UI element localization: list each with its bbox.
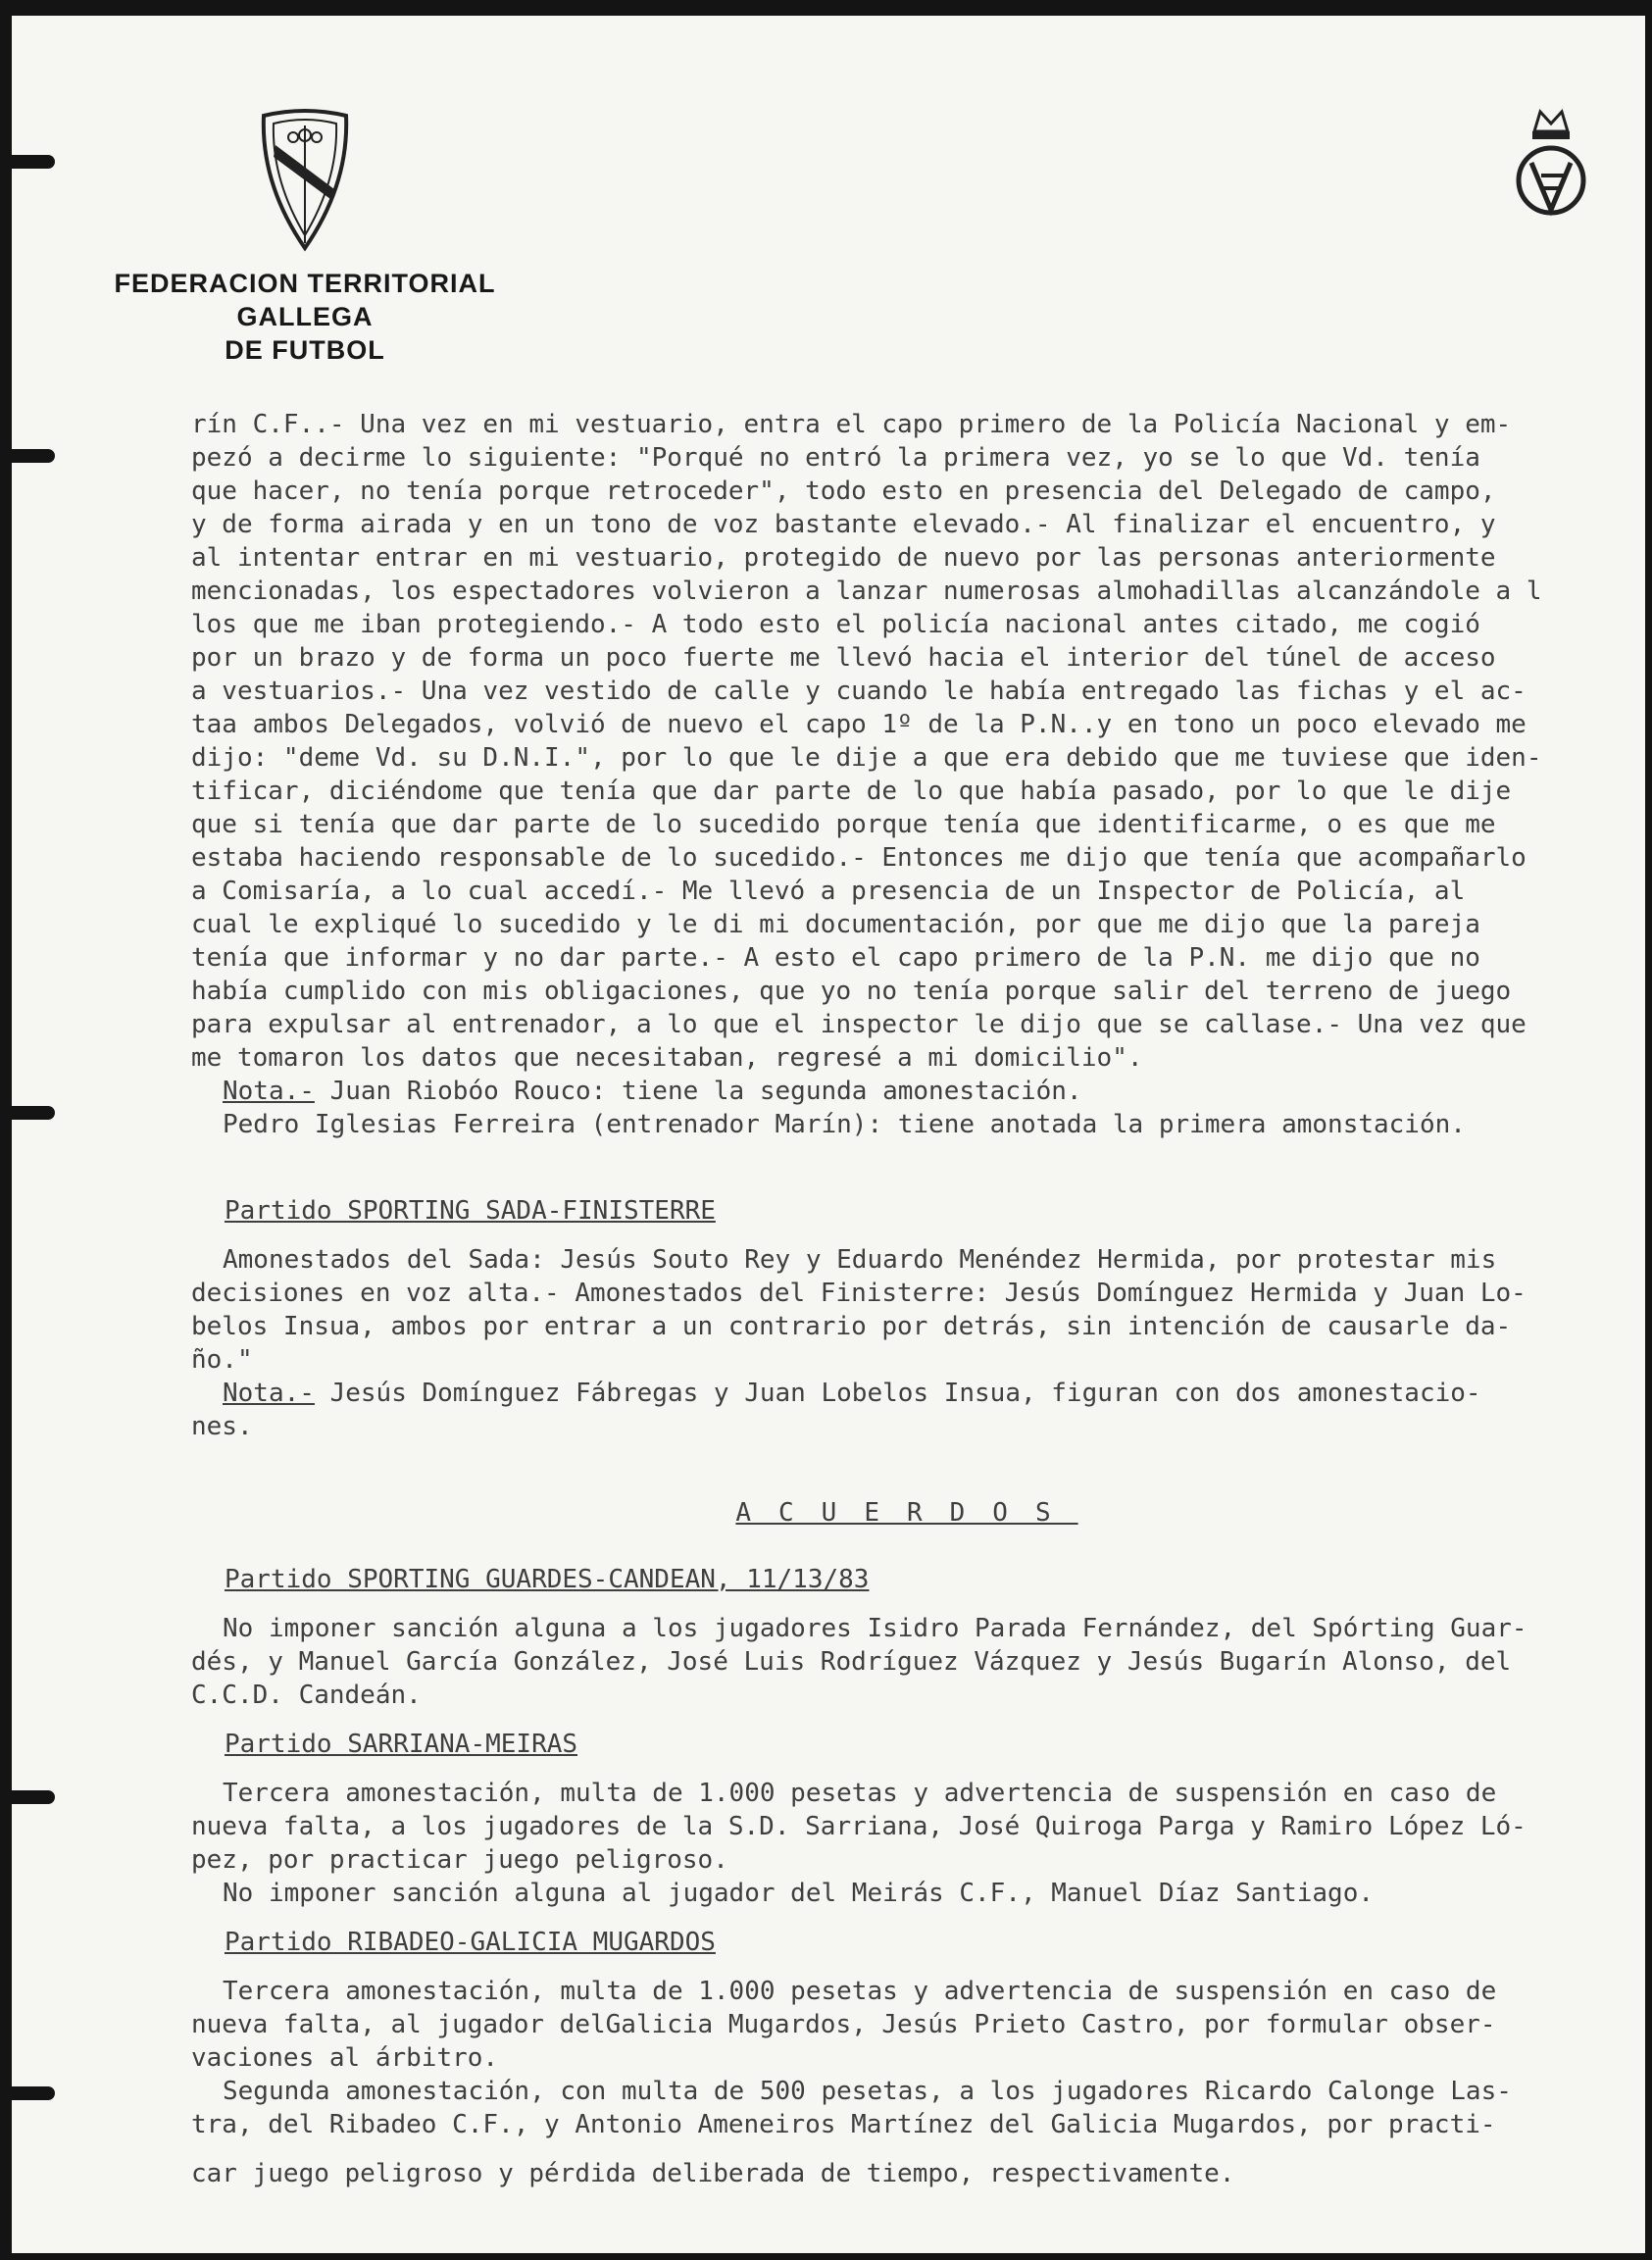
document-page (12, 16, 1645, 2253)
narrative-line: tenía que informar y no dar parte.- A esto el capo primero de la P.N. me dijo que no (191, 943, 1480, 973)
nota-1-line2: Pedro Iglesias Ferreira (entrenador Marín): tiene anotada la primera amonstación. (223, 1110, 1466, 1139)
narrative-line: los que me iban protegiendo.- A todo esto el policía nacional antes citado, me cogió (191, 610, 1480, 639)
narrative-line: tificar, diciéndome que tenía que dar parte de lo que había pasado, por lo que le dije (191, 777, 1512, 806)
sada-line: decisiones en voz alta.- Amonestados del Finisterre: Jesús Domínguez Hermida y Juan Lo- (191, 1279, 1527, 1308)
org-name-line2: DE FUTBOL (225, 335, 385, 365)
crown-seal-icon (1507, 102, 1595, 229)
binder-hole (12, 155, 55, 169)
ribadeo-second-line: car juego peligroso y pérdida deliberada de tiempo, respectivamente. (191, 2159, 1235, 2188)
nota-2 (191, 1377, 1623, 1410)
binder-hole (12, 449, 55, 463)
binder-hole (12, 1106, 55, 1120)
nota-label: Nota.- (223, 1077, 315, 1106)
narrative-line: mencionadas, los espectadores volvieron a lanzar numerosas almohadillas alcanzándole a l (191, 577, 1542, 606)
org-name-line1: FEDERACION TERRITORIAL GALLEGA (114, 269, 496, 331)
narrative-line: pezó a decirme lo siguiente: "Porqué no entró la primera vez, yo se lo que Vd. tenía (191, 443, 1480, 473)
nota-text: Juan Riobóo Rouco: tiene la segunda amonestación. (314, 1077, 1082, 1106)
binder-hole (12, 2086, 55, 2100)
ribadeo-line: Tercera amonestación, multa de 1.000 pesetas y advertencia de suspensión en caso de (223, 1977, 1497, 2006)
narrative-line: que hacer, no tenía porque retroceder", todo esto en presencia del Delegado de campo, (191, 477, 1496, 506)
sada-line: ño." (191, 1345, 253, 1375)
shield-emblem-icon (256, 106, 354, 253)
sarriana-line: pez, por practicar juego peligroso. (191, 1845, 728, 1875)
guardes-line: C.C.D. Candeán. (191, 1681, 422, 1710)
narrative-line: por un brazo y de forma un poco fuerte me llevó hacia el interior del túnel de acceso (191, 643, 1496, 673)
sada-line: belos Insua, ambos por entrar a un contrario por detrás, sin intención de causarle da- (191, 1312, 1512, 1341)
sarriana-extra: No imponer sanción alguna al jugador del Meirás C.F., Manuel Díaz Santiago. (223, 1879, 1374, 1908)
narrative-line: taa ambos Delegados, volvió de nuevo el capo 1º de la P.N..y en tono un poco elevado me (191, 710, 1527, 739)
guardes-line: dés, y Manuel García González, José Luis Rodríguez Vázquez y Jesús Bugarín Alonso, del (191, 1647, 1512, 1677)
heading-ribadeo-galicia: Partido RIBADEO-GALICIA MUGARDOS (225, 1928, 716, 1957)
narrative-line: me tomaron los datos que necesitaban, regresé a mi domicilio". (191, 1043, 1143, 1073)
nota-label: Nota.- (223, 1379, 315, 1408)
document-body (191, 408, 1623, 2190)
sarriana-line: Tercera amonestación, multa de 1.000 pesetas y advertencia de suspensión en caso de (223, 1779, 1497, 1808)
narrative-line: había cumplido con mis obligaciones, que yo no tenía porque salir del terreno de juego (191, 977, 1512, 1006)
narrative-line: que si tenía que dar parte de lo sucedido porque tenía que identificarme, o es que me (191, 810, 1496, 839)
narrative-line: rín C.F..- Una vez en mi vestuario, entra el capo primero de la Policía Nacional y em- (191, 410, 1512, 439)
ribadeo-second-line: tra, del Ribadeo C.F., y Antonio Ameneiros Martínez del Galicia Mugardos, por practi- (191, 2110, 1496, 2139)
narrative-line: dijo: "deme Vd. su D.N.I.", por lo que le dije a que era debido que me tuviese que iden- (191, 743, 1542, 773)
nota-1 (191, 1075, 1623, 1108)
letterhead (75, 106, 535, 367)
acuerdos-title: ACUERDOS (735, 1498, 1078, 1528)
narrative-line: y de forma airada y en un tono de voz bastante elevado.- Al finalizar el encuentro, y (191, 510, 1496, 539)
guardes-line: No imponer sanción alguna a los jugadores Isidro Parada Fernández, del Spórting Guar- (223, 1614, 1527, 1643)
narrative-line: a vestuarios.- Una vez vestido de calle y cuando le había entregado las fichas y el ac- (191, 677, 1527, 706)
nota-2-line2: nes. (191, 1412, 253, 1441)
sada-line: Amonestados del Sada: Jesús Souto Rey y Eduardo Menéndez Hermida, por protestar mis (223, 1245, 1497, 1275)
heading-sarriana-meiras: Partido SARRIANA-MEIRAS (225, 1730, 578, 1759)
ribadeo-second-line: Segunda amonestación, con multa de 500 pesetas, a los jugadores Ricardo Calonge Las- (223, 2077, 1512, 2106)
narrative-line: para expulsar al entrenador, a lo que el inspector le dijo que se callase.- Una vez que (191, 1010, 1527, 1039)
sarriana-line: nueva falta, a los jugadores de la S.D. Sarriana, José Quiroga Parga y Ramiro López Ló- (191, 1812, 1527, 1841)
nota-text: Jesús Domínguez Fábregas y Juan Lobelos Insua, figuran con dos amonestacio- (314, 1379, 1481, 1408)
heading-guardes-candean: Partido SPORTING GUARDES-CANDEAN, 11/13/83 (225, 1565, 870, 1594)
heading-sada-finisterre: Partido SPORTING SADA-FINISTERRE (225, 1196, 716, 1226)
narrative-line: a Comisaría, a lo cual accedí.- Me llevó a presencia de un Inspector de Policía, al (191, 877, 1466, 906)
narrative-line: cual le expliqué lo sucedido y le di mi documentación, por que me dijo que la pareja (191, 910, 1480, 939)
ribadeo-line: vaciones al árbitro. (191, 2043, 499, 2073)
narrative-block (191, 408, 1623, 1075)
binder-hole (12, 1790, 55, 1804)
narrative-line: al intentar entrar en mi vestuario, protegido de nuevo por las personas anteriormente (191, 543, 1496, 573)
ribadeo-line: nueva falta, al jugador delGalicia Mugardos, Jesús Prieto Castro, por formular obser- (191, 2010, 1496, 2039)
narrative-line: estaba haciendo responsable de lo sucedido.- Entonces me dijo que tenía que acompañarlo (191, 843, 1527, 873)
